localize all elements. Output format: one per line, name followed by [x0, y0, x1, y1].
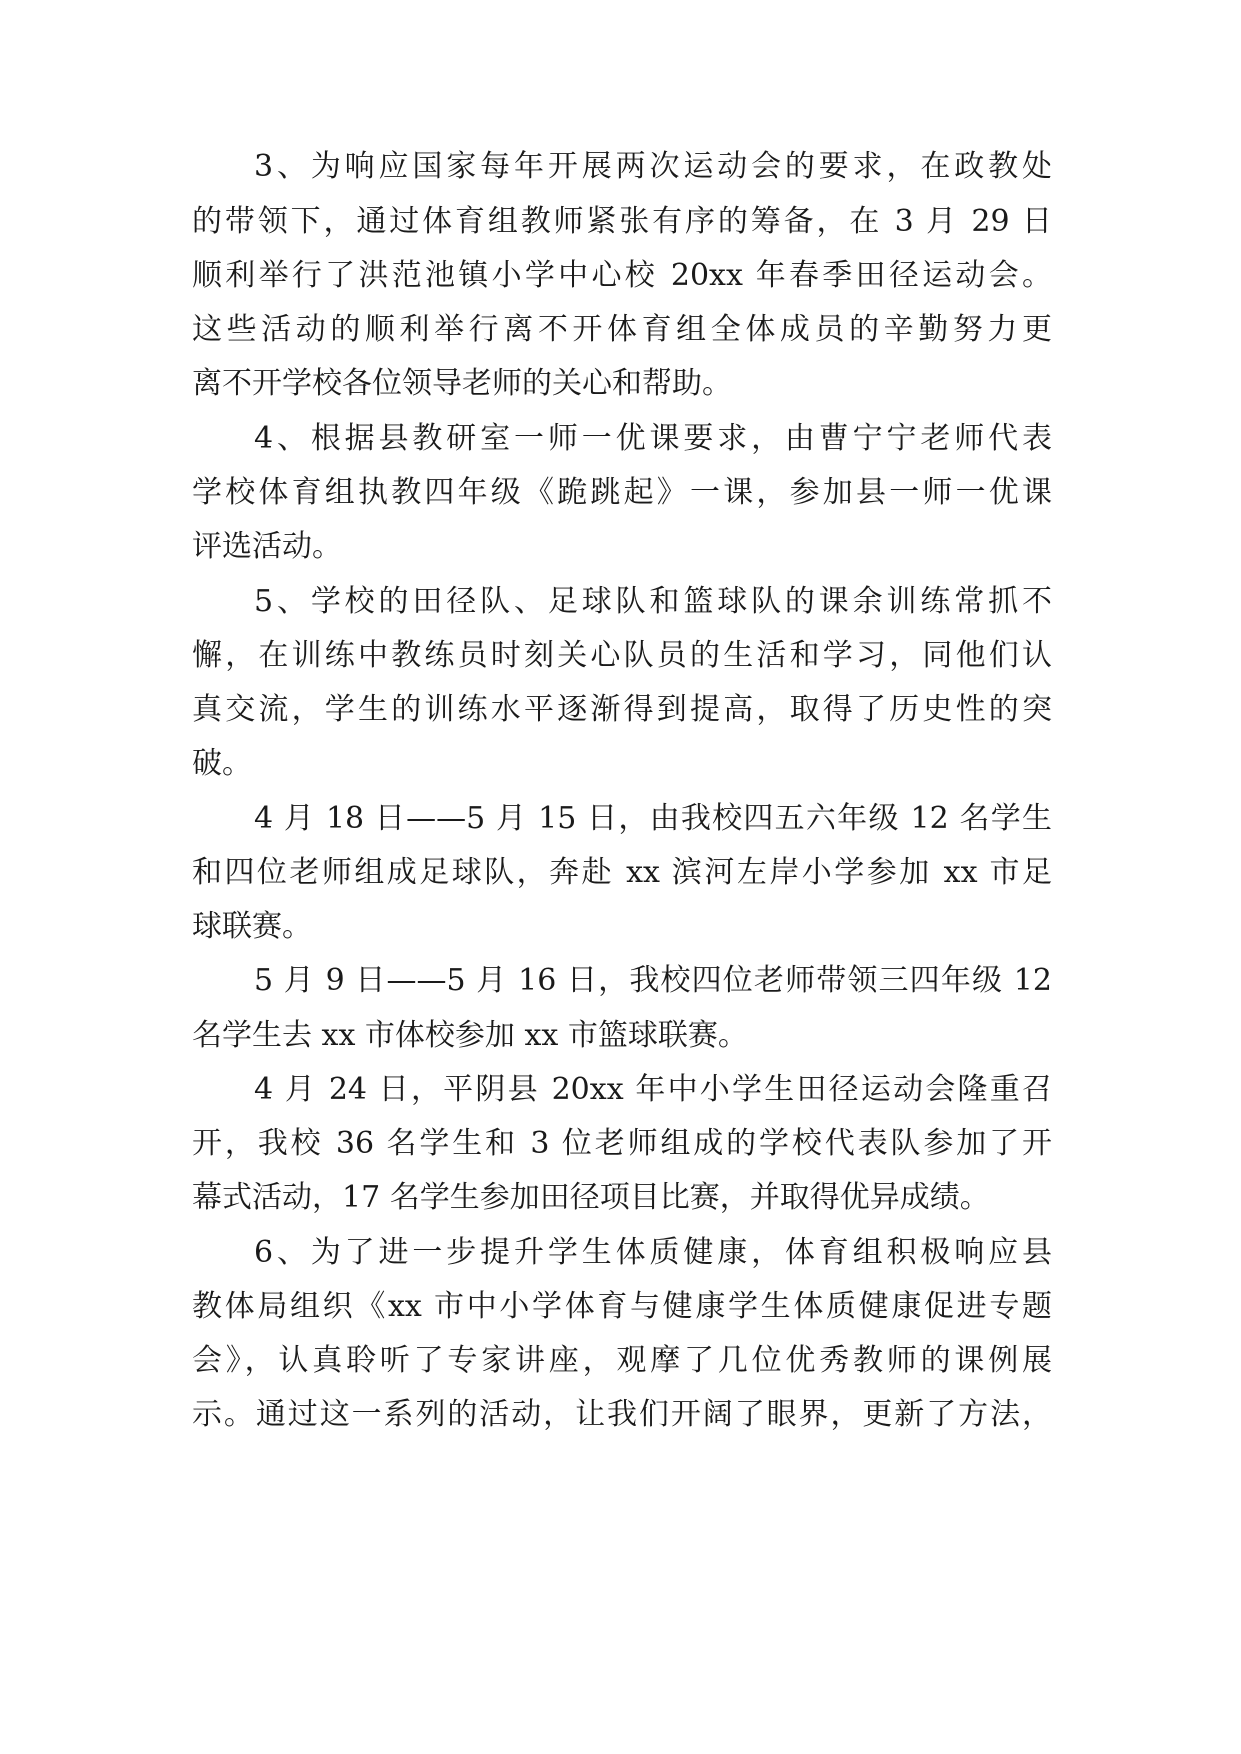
text-line: 3、为响应国家每年开展两次运动会的要求，在政教处 [254, 149, 1052, 184]
text-line: 会》，认真聆听了专家讲座，观摩了几位优秀教师的课例展 [192, 1343, 1052, 1378]
text-line: 和四位老师组成足球队，奔赴 xx 滨河左岸小学参加 xx 市足 [192, 855, 1052, 890]
text-line: 破。 [192, 746, 252, 781]
text-line: 5、学校的田径队、足球队和篮球队的课余训练常抓不 [254, 584, 1052, 619]
text-line: 离不开学校各位领导老师的关心和帮助。 [192, 366, 732, 401]
text-line: 这些活动的顺利举行离不开体育组全体成员的辛勤努力更 [192, 312, 1052, 347]
text-line: 教体局组织《xx 市中小学体育与健康学生体质健康促进专题 [192, 1289, 1052, 1324]
text-line: 懈，在训练中教练员时刻关心队员的生活和学习，同他们认 [192, 638, 1052, 673]
text-line: 开，我校 36 名学生和 3 位老师组成的学校代表队参加了开 [192, 1126, 1052, 1161]
text-line: 4、根据县教研室一师一优课要求，由曹宁宁老师代表 [254, 421, 1052, 456]
text-line: 评选活动。 [192, 529, 342, 564]
text-line: 幕式活动，17 名学生参加田径项目比赛，并取得优异成绩。 [192, 1180, 990, 1215]
text-line: 顺利举行了洪范池镇小学中心校 20xx 年春季田径运动会。 [192, 258, 1052, 293]
text-line: 4 月 24 日，平阴县 20xx 年中小学生田径运动会隆重召 [254, 1072, 1052, 1107]
text-line: 球联赛。 [192, 909, 312, 944]
text-line: 的带领下，通过体育组教师紧张有序的筹备，在 3 月 29 日 [192, 204, 1052, 239]
text-line: 学校体育组执教四年级《跪跳起》一课，参加县一师一优课 [192, 475, 1052, 510]
text-line: 名学生去 xx 市体校参加 xx 市篮球联赛。 [192, 1018, 748, 1053]
text-line: 示。通过这一系列的活动，让我们开阔了眼界，更新了方法， [192, 1397, 1052, 1432]
text-line: 5 月 9 日——5 月 16 日，我校四位老师带领三四年级 12 [254, 963, 1052, 998]
text-line: 真交流，学生的训练水平逐渐得到提高，取得了历史性的突 [192, 692, 1052, 727]
text-line: 6、为了进一步提升学生体质健康，体育组积极响应县 [254, 1235, 1052, 1270]
text-line: 4 月 18 日——5 月 15 日，由我校四五六年级 12 名学生 [254, 801, 1052, 836]
